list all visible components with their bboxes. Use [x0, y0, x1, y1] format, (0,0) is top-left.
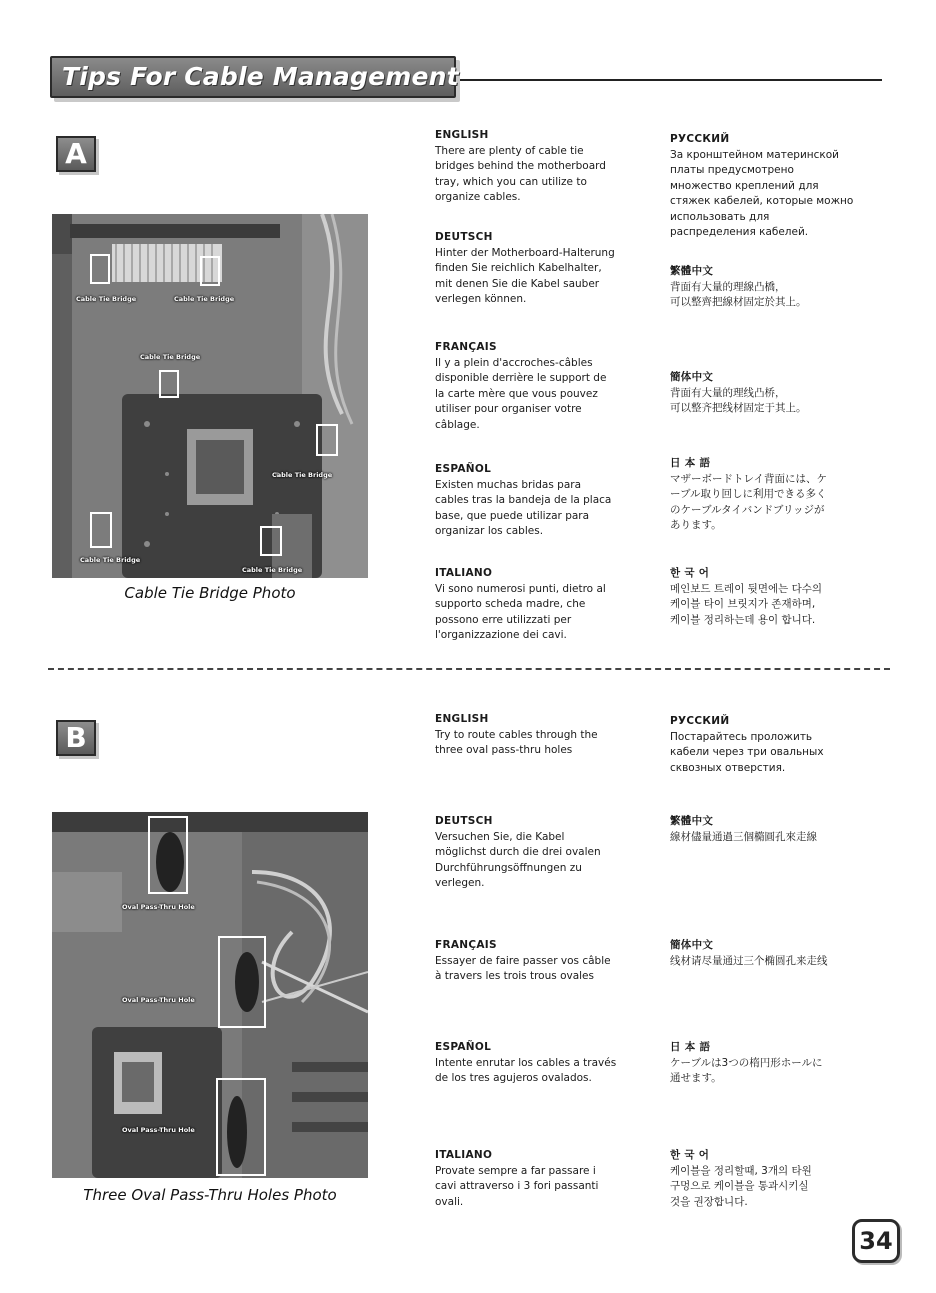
- lang-body: 케이블을 정리할때, 3개의 타원 구멍으로 케이블을 통과시키실 것을 권장합니다.: [670, 1164, 812, 1208]
- page-title: Tips For Cable Management: [62, 62, 459, 91]
- lang-heading: ITALIANO: [435, 1149, 493, 1161]
- b-english-block: [435, 712, 645, 759]
- photo-label: Cable Tie Bridge: [174, 295, 235, 303]
- oval-highlight-3: [216, 1078, 266, 1176]
- lang-heading: ESPAÑOL: [435, 463, 492, 475]
- a-simp-chinese-block: [670, 370, 880, 417]
- lang-body: Постарайтесь проложить кабели через три овальных сквозных отверстия.: [670, 730, 824, 774]
- bridge-highlight-5: [90, 512, 112, 548]
- lang-body: Hinter der Motherboard-Halterung finden Sie reichlich Kabelhalter, mit denen Sie die Kabel sauber verlegen können.: [435, 246, 615, 305]
- b-trad-chinese-block: [670, 814, 884, 845]
- bridge-highlight-1: [90, 254, 110, 284]
- b-francais-block: [435, 938, 645, 985]
- lang-heading: FRANÇAIS: [435, 341, 497, 353]
- lang-body: 背面有大量的理线凸桥， 可以整齐把线材固定于其上。: [670, 386, 807, 414]
- lang-body: 메인보드 트레이 뒷면에는 다수의 케이블 타이 브릿지가 존재하며, 케이블 정리하는데 용이 합니다.: [670, 582, 823, 626]
- header-rule: [460, 79, 882, 81]
- lang-body: За кронштейном материнской платы предусмотрено множество креплений для стяжек кабелей, которые можно использовать для распределения кабелей.: [670, 148, 854, 238]
- b-italiano-block: [435, 1148, 645, 1210]
- lang-heading: 日 本 語: [670, 457, 711, 469]
- oval-highlight-2: [218, 936, 266, 1028]
- b-korean-block: [670, 1148, 880, 1210]
- page-number: 34: [852, 1219, 900, 1263]
- oval-pass-thru-photo: [52, 812, 368, 1178]
- a-espanol-block: [435, 462, 645, 540]
- a-trad-chinese-block: [670, 264, 880, 311]
- photo-label: Cable Tie Bridge: [140, 353, 201, 361]
- photo-label: Cable Tie Bridge: [272, 471, 333, 479]
- photo-label: Oval Pass-Thru Hole: [122, 1126, 195, 1134]
- lang-heading: DEUTSCH: [435, 231, 493, 243]
- lang-body: マザーボードトレイ背面には、ケ ーブル取り回しに利用できる多く のケーブルタイバンドブリッジが あります。: [670, 472, 827, 531]
- lang-body: Versuchen Sie, die Kabel möglichst durch die drei ovalen Durchführungsöffnungen zu verlegen.: [435, 830, 601, 889]
- b-deutsch-block: [435, 814, 645, 892]
- b-simp-chinese-block: [670, 938, 884, 969]
- bridge-highlight-6: [260, 526, 282, 556]
- a-deutsch-block: [435, 230, 645, 308]
- photo-caption: Cable Tie Bridge Photo: [124, 584, 296, 602]
- lang-heading: РУССКИЙ: [670, 133, 730, 145]
- a-russian-block: [670, 132, 880, 241]
- lang-body: Vi sono numerosi punti, dietro al supporto scheda madre, che possono erre utilizzati per l'organizzazione dei cavi.: [435, 582, 606, 641]
- b-japanese-block: [670, 1040, 880, 1087]
- photo-label: Oval Pass-Thru Hole: [122, 903, 195, 911]
- lang-heading: FRANÇAIS: [435, 939, 497, 951]
- photo-label: Oval Pass-Thru Hole: [122, 996, 195, 1004]
- lang-body: ケーブルは3つの楕円形ホールに 通せます。: [670, 1056, 823, 1084]
- lang-body: Essayer de faire passer vos câble à travers les trois trous ovales: [435, 954, 611, 982]
- section-divider: [48, 668, 890, 670]
- bridge-highlight-3: [159, 370, 179, 398]
- photo-label: Cable Tie Bridge: [76, 295, 137, 303]
- lang-body: Il y a plein d'accroches-câbles disponible derrière le support de la carte mère que vous pouvez utiliser pour organiser votre câblage.: [435, 356, 607, 431]
- a-korean-block: [670, 566, 880, 628]
- a-japanese-block: [670, 456, 884, 534]
- b-espanol-block: [435, 1040, 645, 1087]
- oval-highlight-1: [148, 816, 188, 894]
- lang-body: 線材儘量通過三個橢圓孔來走線: [670, 830, 817, 843]
- lang-heading: ESPAÑOL: [435, 1041, 492, 1053]
- photo-label: Cable Tie Bridge: [242, 566, 303, 574]
- lang-body: 背面有大量的理線凸橋， 可以整齊把線材固定於其上。: [670, 280, 807, 308]
- lang-heading: 日 本 語: [670, 1041, 711, 1053]
- lang-body: Intente enrutar los cables a través de los tres agujeros ovalados.: [435, 1056, 617, 1084]
- lang-body: Try to route cables through the three oval pass-thru holes: [435, 728, 598, 756]
- lang-heading: 簡体中文: [670, 939, 714, 951]
- a-english-block: [435, 128, 645, 206]
- section-a-badge: A: [56, 136, 96, 172]
- lang-body: Provate sempre a far passare i cavi attraverso i 3 fori passanti ovali.: [435, 1164, 599, 1208]
- bridge-highlight-2: [200, 256, 220, 286]
- section-b-badge: B: [56, 720, 96, 756]
- lang-heading: 한 국 어: [670, 1149, 710, 1161]
- a-francais-block: [435, 340, 645, 433]
- lang-heading: ENGLISH: [435, 129, 489, 141]
- photo-label: Cable Tie Bridge: [80, 556, 141, 564]
- lang-heading: DEUTSCH: [435, 815, 493, 827]
- lang-body: There are plenty of cable tie bridges behind the motherboard tray, which you can utilize to organize cables.: [435, 144, 606, 203]
- lang-heading: 繁體中文: [670, 265, 714, 277]
- lang-heading: 簡体中文: [670, 371, 714, 383]
- lang-heading: ITALIANO: [435, 567, 493, 579]
- photo-caption: Three Oval Pass-Thru Holes Photo: [83, 1186, 337, 1204]
- lang-heading: 한 국 어: [670, 567, 710, 579]
- lang-heading: 繁體中文: [670, 815, 714, 827]
- lang-body: 线材请尽量通过三个椭圆孔来走线: [670, 954, 828, 967]
- b-russian-block: [670, 714, 880, 776]
- lang-body: Existen muchas bridas para cables tras la bandeja de la placa base, que puede utilizar para organizar los cables.: [435, 478, 612, 537]
- bridge-highlight-4: [316, 424, 338, 456]
- lang-heading: РУССКИЙ: [670, 715, 730, 727]
- lang-heading: ENGLISH: [435, 713, 489, 725]
- a-italiano-block: [435, 566, 645, 644]
